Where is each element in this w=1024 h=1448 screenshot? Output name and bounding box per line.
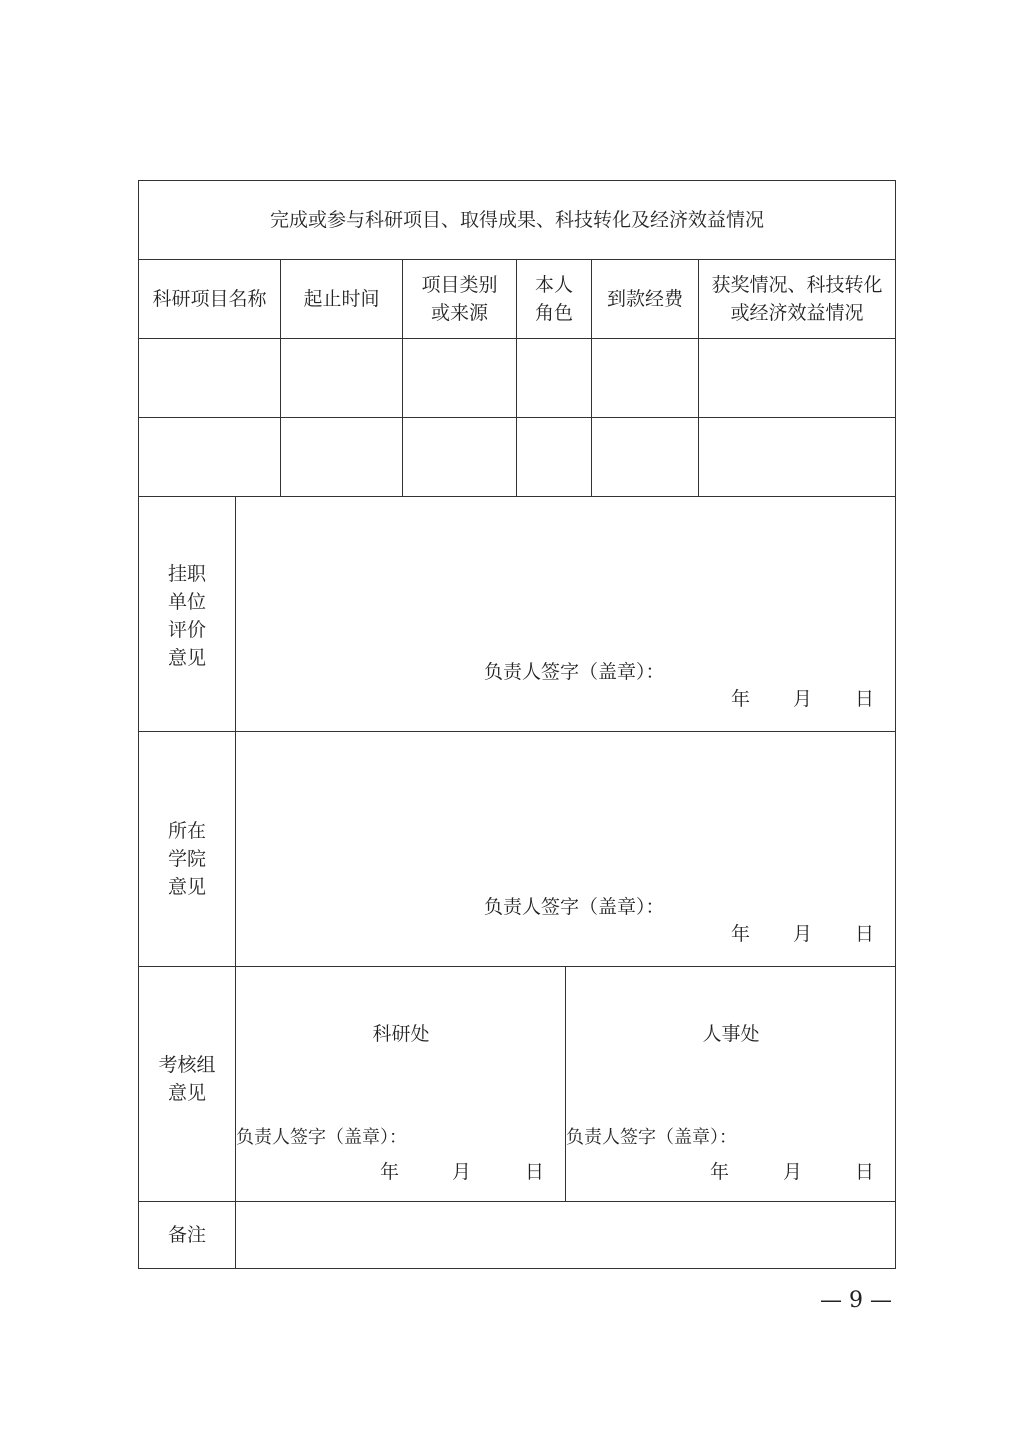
column-header-line1: 项目类别 <box>421 273 498 296</box>
date-month: 月 <box>793 923 813 945</box>
label-line: 学院 <box>167 848 206 870</box>
column-header-line1: 起止时间 <box>303 287 380 310</box>
research-office-comment-area[interactable] <box>236 1055 565 1120</box>
college-signature: 负责人签字（盖章）： <box>484 896 665 918</box>
column-header-line1: 获奖情况、科技转化 <box>711 273 883 296</box>
label-line: 所在 <box>167 820 206 842</box>
date-year: 年 <box>731 923 751 945</box>
college-comment-area[interactable] <box>236 732 895 882</box>
hr-office-signature: 负责人签字（盖章）： <box>566 1127 737 1148</box>
table-border-top <box>138 180 896 181</box>
column-header-line2: 或经济效益情况 <box>730 301 864 324</box>
column-header <box>591 259 699 338</box>
remarks-label: 备注 <box>167 1224 206 1246</box>
date-year: 年 <box>710 1161 730 1183</box>
label-line: 意见 <box>167 647 206 669</box>
column-header-line2: 角色 <box>534 301 573 324</box>
date-month: 月 <box>452 1161 472 1183</box>
column-header <box>280 259 403 338</box>
column-header-line1: 科研项目名称 <box>152 287 267 310</box>
column-header-line1: 本人 <box>534 273 573 296</box>
project-row-2[interactable] <box>139 418 895 496</box>
host-unit-signature: 负责人签字（盖章）： <box>484 661 665 683</box>
research-office-title: 科研处 <box>372 1023 430 1045</box>
column-header-line1: 到款经费 <box>606 287 683 310</box>
date-year: 年 <box>380 1161 400 1183</box>
date-day: 日 <box>855 1161 875 1183</box>
label-line: 评价 <box>167 619 206 641</box>
project-row-1[interactable] <box>139 339 895 417</box>
label-line: 挂职 <box>167 563 206 585</box>
research-office-signature: 负责人签字（盖章）： <box>236 1127 407 1148</box>
hr-office-comment-area[interactable] <box>566 1055 895 1120</box>
hr-office-title: 人事处 <box>702 1023 760 1045</box>
label-line: 意见 <box>167 876 206 898</box>
date-day: 日 <box>525 1161 545 1183</box>
page-number: — 9 — <box>820 1288 892 1313</box>
table-border-right <box>895 180 896 1269</box>
date-year: 年 <box>731 688 751 710</box>
host-unit-comment-area[interactable] <box>236 497 895 647</box>
column-header <box>138 259 281 338</box>
date-day: 日 <box>855 923 875 945</box>
column-header <box>698 259 896 338</box>
remarks-area[interactable] <box>236 1202 895 1268</box>
date-day: 日 <box>855 688 875 710</box>
label-line: 考核组 <box>158 1054 216 1076</box>
column-header <box>402 259 517 338</box>
review-group-label <box>138 1051 236 1107</box>
column-header-line2: 或来源 <box>430 301 488 324</box>
label-line: 单位 <box>167 591 206 613</box>
table-border-bottom <box>138 1268 896 1269</box>
label-line: 意见 <box>167 1082 206 1104</box>
column-header <box>516 259 592 338</box>
date-month: 月 <box>783 1161 803 1183</box>
row-divider <box>138 966 896 967</box>
table-title: 完成或参与科研项目、取得成果、科技转化及经济效益情况 <box>269 209 764 231</box>
date-month: 月 <box>793 688 813 710</box>
host-unit-label <box>138 560 236 672</box>
college-label <box>138 817 236 901</box>
